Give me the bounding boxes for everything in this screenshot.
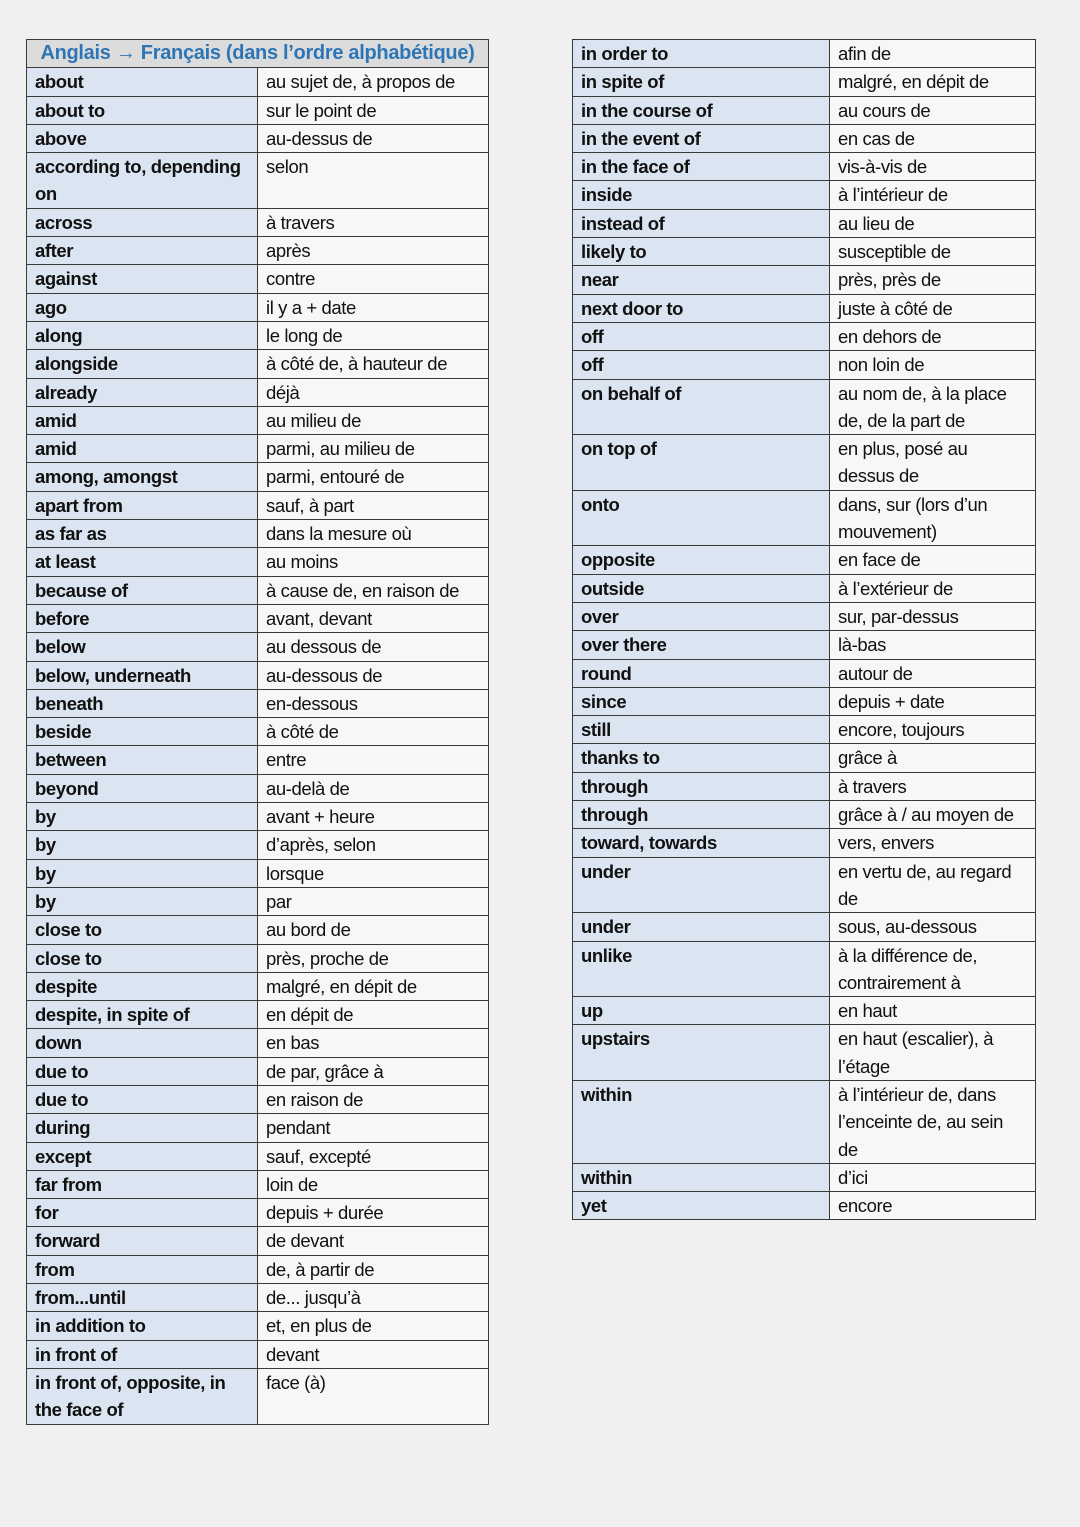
table-row [27,1170,489,1198]
french-translation: en dehors de [830,322,1036,350]
english-term: off [573,351,830,379]
table-row [27,1114,489,1142]
french-translation: à cause de, en raison de [258,576,489,604]
french-translation: déjà [258,378,489,406]
english-term: among, amongst [27,463,258,491]
french-translation: de par, grâce à [258,1057,489,1085]
english-term: over [573,602,830,630]
english-term: under [573,913,830,941]
english-term: far from [27,1170,258,1198]
french-translation: au-delà de [258,774,489,802]
table-row [573,96,1036,124]
french-translation: vis-à-vis de [830,153,1036,181]
french-translation: grâce à [830,744,1036,772]
english-term: below, underneath [27,661,258,689]
english-term: due to [27,1057,258,1085]
english-term: by [27,803,258,831]
table-row [573,294,1036,322]
table-row [27,944,489,972]
english-term: near [573,266,830,294]
english-term: up [573,997,830,1025]
table-row [27,153,489,209]
english-term: from [27,1255,258,1283]
french-translation: au-dessous de [258,661,489,689]
english-term: close to [27,944,258,972]
english-term: beneath [27,689,258,717]
table-row [27,1085,489,1113]
table-row [573,772,1036,800]
vocab-table-left [26,39,489,1425]
table-row [573,829,1036,857]
french-translation: parmi, au milieu de [258,435,489,463]
french-translation: encore [830,1192,1036,1220]
table-row [27,208,489,236]
table-row [27,1284,489,1312]
english-term: over there [573,631,830,659]
english-term: beyond [27,774,258,802]
english-term: thanks to [573,744,830,772]
french-translation: contre [258,265,489,293]
english-term: amid [27,435,258,463]
french-translation: à côté de, à hauteur de [258,350,489,378]
french-translation: susceptible de [830,238,1036,266]
table-row [573,1163,1036,1191]
table-row [573,124,1036,152]
english-term: round [573,659,830,687]
english-term: at least [27,548,258,576]
table-row [27,548,489,576]
french-translation: dans, sur (lors d’un mouvement) [830,490,1036,546]
french-translation: près, près de [830,266,1036,294]
english-term: in the course of [573,96,830,124]
table-row [573,659,1036,687]
table-row [27,265,489,293]
table-row [573,181,1036,209]
table-row [27,1029,489,1057]
table-row [573,435,1036,491]
french-translation: parmi, entouré de [258,463,489,491]
table-row [573,490,1036,546]
english-term: alongside [27,350,258,378]
table-row [573,1192,1036,1220]
french-translation: à travers [258,208,489,236]
english-term: down [27,1029,258,1057]
table-row [573,574,1036,602]
english-term: amid [27,406,258,434]
english-term: because of [27,576,258,604]
french-translation: à l’intérieur de, dans l’enceinte de, au sein de [830,1080,1036,1163]
table-row [27,916,489,944]
table-row [573,716,1036,744]
french-translation: sur, par-dessus [830,602,1036,630]
table-row [27,1312,489,1340]
table-row [573,266,1036,294]
french-translation: en face de [830,546,1036,574]
english-term: on behalf of [573,379,830,435]
french-translation: en bas [258,1029,489,1057]
table-title: Anglais → Français (dans l’ordre alphabétique) [27,40,489,68]
table-row [27,1057,489,1085]
french-translation: en vertu de, au regard de [830,857,1036,913]
english-term: for [27,1199,258,1227]
french-translation: afin de [830,40,1036,68]
table-row [27,1199,489,1227]
table-row [27,237,489,265]
french-translation: en dépit de [258,1001,489,1029]
english-term: above [27,124,258,152]
english-term: under [573,857,830,913]
table-row [27,435,489,463]
table-row [27,1255,489,1283]
table-row [27,463,489,491]
french-translation: selon [258,153,489,209]
french-translation: devant [258,1340,489,1368]
english-term: before [27,604,258,632]
english-term: inside [573,181,830,209]
english-term: outside [573,574,830,602]
english-term: except [27,1142,258,1170]
french-translation: à travers [830,772,1036,800]
english-term: toward, towards [573,829,830,857]
english-term: about [27,68,258,96]
french-translation: lorsque [258,859,489,887]
table-row [27,803,489,831]
english-term: next door to [573,294,830,322]
french-translation: malgré, en dépit de [830,68,1036,96]
english-term: close to [27,916,258,944]
english-term: across [27,208,258,236]
french-translation: sur le point de [258,96,489,124]
table-row [27,293,489,321]
table-row [27,378,489,406]
table-row [573,351,1036,379]
english-term: opposite [573,546,830,574]
french-translation: d’après, selon [258,831,489,859]
french-translation: malgré, en dépit de [258,972,489,1000]
english-term: ago [27,293,258,321]
french-translation: au bord de [258,916,489,944]
table-row [27,859,489,887]
table-row [27,96,489,124]
english-term: in the face of [573,153,830,181]
english-term: after [27,237,258,265]
english-term: yet [573,1192,830,1220]
table-row [27,1142,489,1170]
french-translation: grâce à / au moyen de [830,801,1036,829]
french-translation: en haut [830,997,1036,1025]
table-row [573,40,1036,68]
english-term: during [27,1114,258,1142]
english-term: between [27,746,258,774]
french-translation: en-dessous [258,689,489,717]
french-translation: en cas de [830,124,1036,152]
table-row [27,972,489,1000]
french-translation: au nom de, à la place de, de la part de [830,379,1036,435]
table-row [573,546,1036,574]
english-term: within [573,1163,830,1191]
table-row [573,857,1036,913]
french-translation: à la différence de, contrairement à [830,941,1036,997]
french-translation: au dessous de [258,633,489,661]
french-translation: à côté de [258,718,489,746]
french-translation: au cours de [830,96,1036,124]
french-translation: avant, devant [258,604,489,632]
vocab-table-right [572,39,1036,1220]
table-row [573,379,1036,435]
french-translation: à l’intérieur de [830,181,1036,209]
english-term: likely to [573,238,830,266]
french-translation: vers, envers [830,829,1036,857]
french-translation: par [258,887,489,915]
table-row [27,661,489,689]
english-term: apart from [27,491,258,519]
english-term: already [27,378,258,406]
english-term: still [573,716,830,744]
french-translation: sauf, excepté [258,1142,489,1170]
english-term: about to [27,96,258,124]
french-translation: il y a + date [258,293,489,321]
french-translation: face (à) [258,1368,489,1424]
table-row [573,913,1036,941]
french-translation: sauf, à part [258,491,489,519]
english-term: despite, in spite of [27,1001,258,1029]
table-row [27,491,489,519]
english-term: in addition to [27,1312,258,1340]
table-row [27,1001,489,1029]
french-translation: encore, toujours [830,716,1036,744]
french-translation: entre [258,746,489,774]
table-row [27,321,489,349]
english-term: against [27,265,258,293]
table-row [27,124,489,152]
english-term: by [27,859,258,887]
table-row [573,322,1036,350]
english-term: through [573,772,830,800]
table-row [573,997,1036,1025]
french-translation: après [258,237,489,265]
english-term: forward [27,1227,258,1255]
table-row [27,520,489,548]
french-translation: près, proche de [258,944,489,972]
french-translation: au lieu de [830,209,1036,237]
table-row [573,153,1036,181]
french-translation: avant + heure [258,803,489,831]
table-row [573,1025,1036,1081]
french-translation: au-dessus de [258,124,489,152]
french-translation: sous, au-dessous [830,913,1036,941]
english-term: despite [27,972,258,1000]
english-term: in the event of [573,124,830,152]
english-term: through [573,801,830,829]
table-row [573,68,1036,96]
table-row [27,406,489,434]
french-translation: loin de [258,1170,489,1198]
table-row [573,238,1036,266]
table-row [573,687,1036,715]
french-translation: de... jusqu’à [258,1284,489,1312]
table-row [27,774,489,802]
french-translation: de devant [258,1227,489,1255]
table-row [573,209,1036,237]
english-term: by [27,831,258,859]
english-term: since [573,687,830,715]
french-translation: non loin de [830,351,1036,379]
english-term: in order to [573,40,830,68]
english-term: due to [27,1085,258,1113]
table-row [27,633,489,661]
french-translation: depuis + durée [258,1199,489,1227]
french-translation: pendant [258,1114,489,1142]
english-term: onto [573,490,830,546]
english-term: as far as [27,520,258,548]
french-translation: à l’extérieur de [830,574,1036,602]
english-term: along [27,321,258,349]
table-row [573,602,1036,630]
english-term: in spite of [573,68,830,96]
english-term: below [27,633,258,661]
french-translation: au sujet de, à propos de [258,68,489,96]
table-row [573,941,1036,997]
english-term: in front of [27,1340,258,1368]
french-translation: en plus, posé au dessus de [830,435,1036,491]
french-translation: en raison de [258,1085,489,1113]
table-row [573,631,1036,659]
french-translation: au moins [258,548,489,576]
table-row [573,801,1036,829]
english-term: instead of [573,209,830,237]
table-row [27,689,489,717]
english-term: by [27,887,258,915]
english-term: on top of [573,435,830,491]
table-row [27,831,489,859]
table-row [27,746,489,774]
french-translation: là-bas [830,631,1036,659]
table-row [27,604,489,632]
french-translation: dans la mesure où [258,520,489,548]
french-translation: de, à partir de [258,1255,489,1283]
table-row [27,576,489,604]
english-term: unlike [573,941,830,997]
english-term: within [573,1080,830,1163]
english-term: from...until [27,1284,258,1312]
table-row [27,887,489,915]
french-translation: le long de [258,321,489,349]
english-term: upstairs [573,1025,830,1081]
english-term: beside [27,718,258,746]
english-term: off [573,322,830,350]
french-translation: au milieu de [258,406,489,434]
french-translation: autour de [830,659,1036,687]
french-translation: en haut (escalier), à l’étage [830,1025,1036,1081]
table-row [27,718,489,746]
table-row [573,744,1036,772]
table-row [27,1368,489,1424]
table-row [27,1340,489,1368]
french-translation: juste à côté de [830,294,1036,322]
table-row [27,68,489,96]
french-translation: d’ici [830,1163,1036,1191]
french-translation: depuis + date [830,687,1036,715]
table-row [573,1080,1036,1163]
english-term: according to, depending on [27,153,258,209]
table-row [27,1227,489,1255]
french-translation: et, en plus de [258,1312,489,1340]
english-term: in front of, opposite, in the face of [27,1368,258,1424]
table-row [27,350,489,378]
